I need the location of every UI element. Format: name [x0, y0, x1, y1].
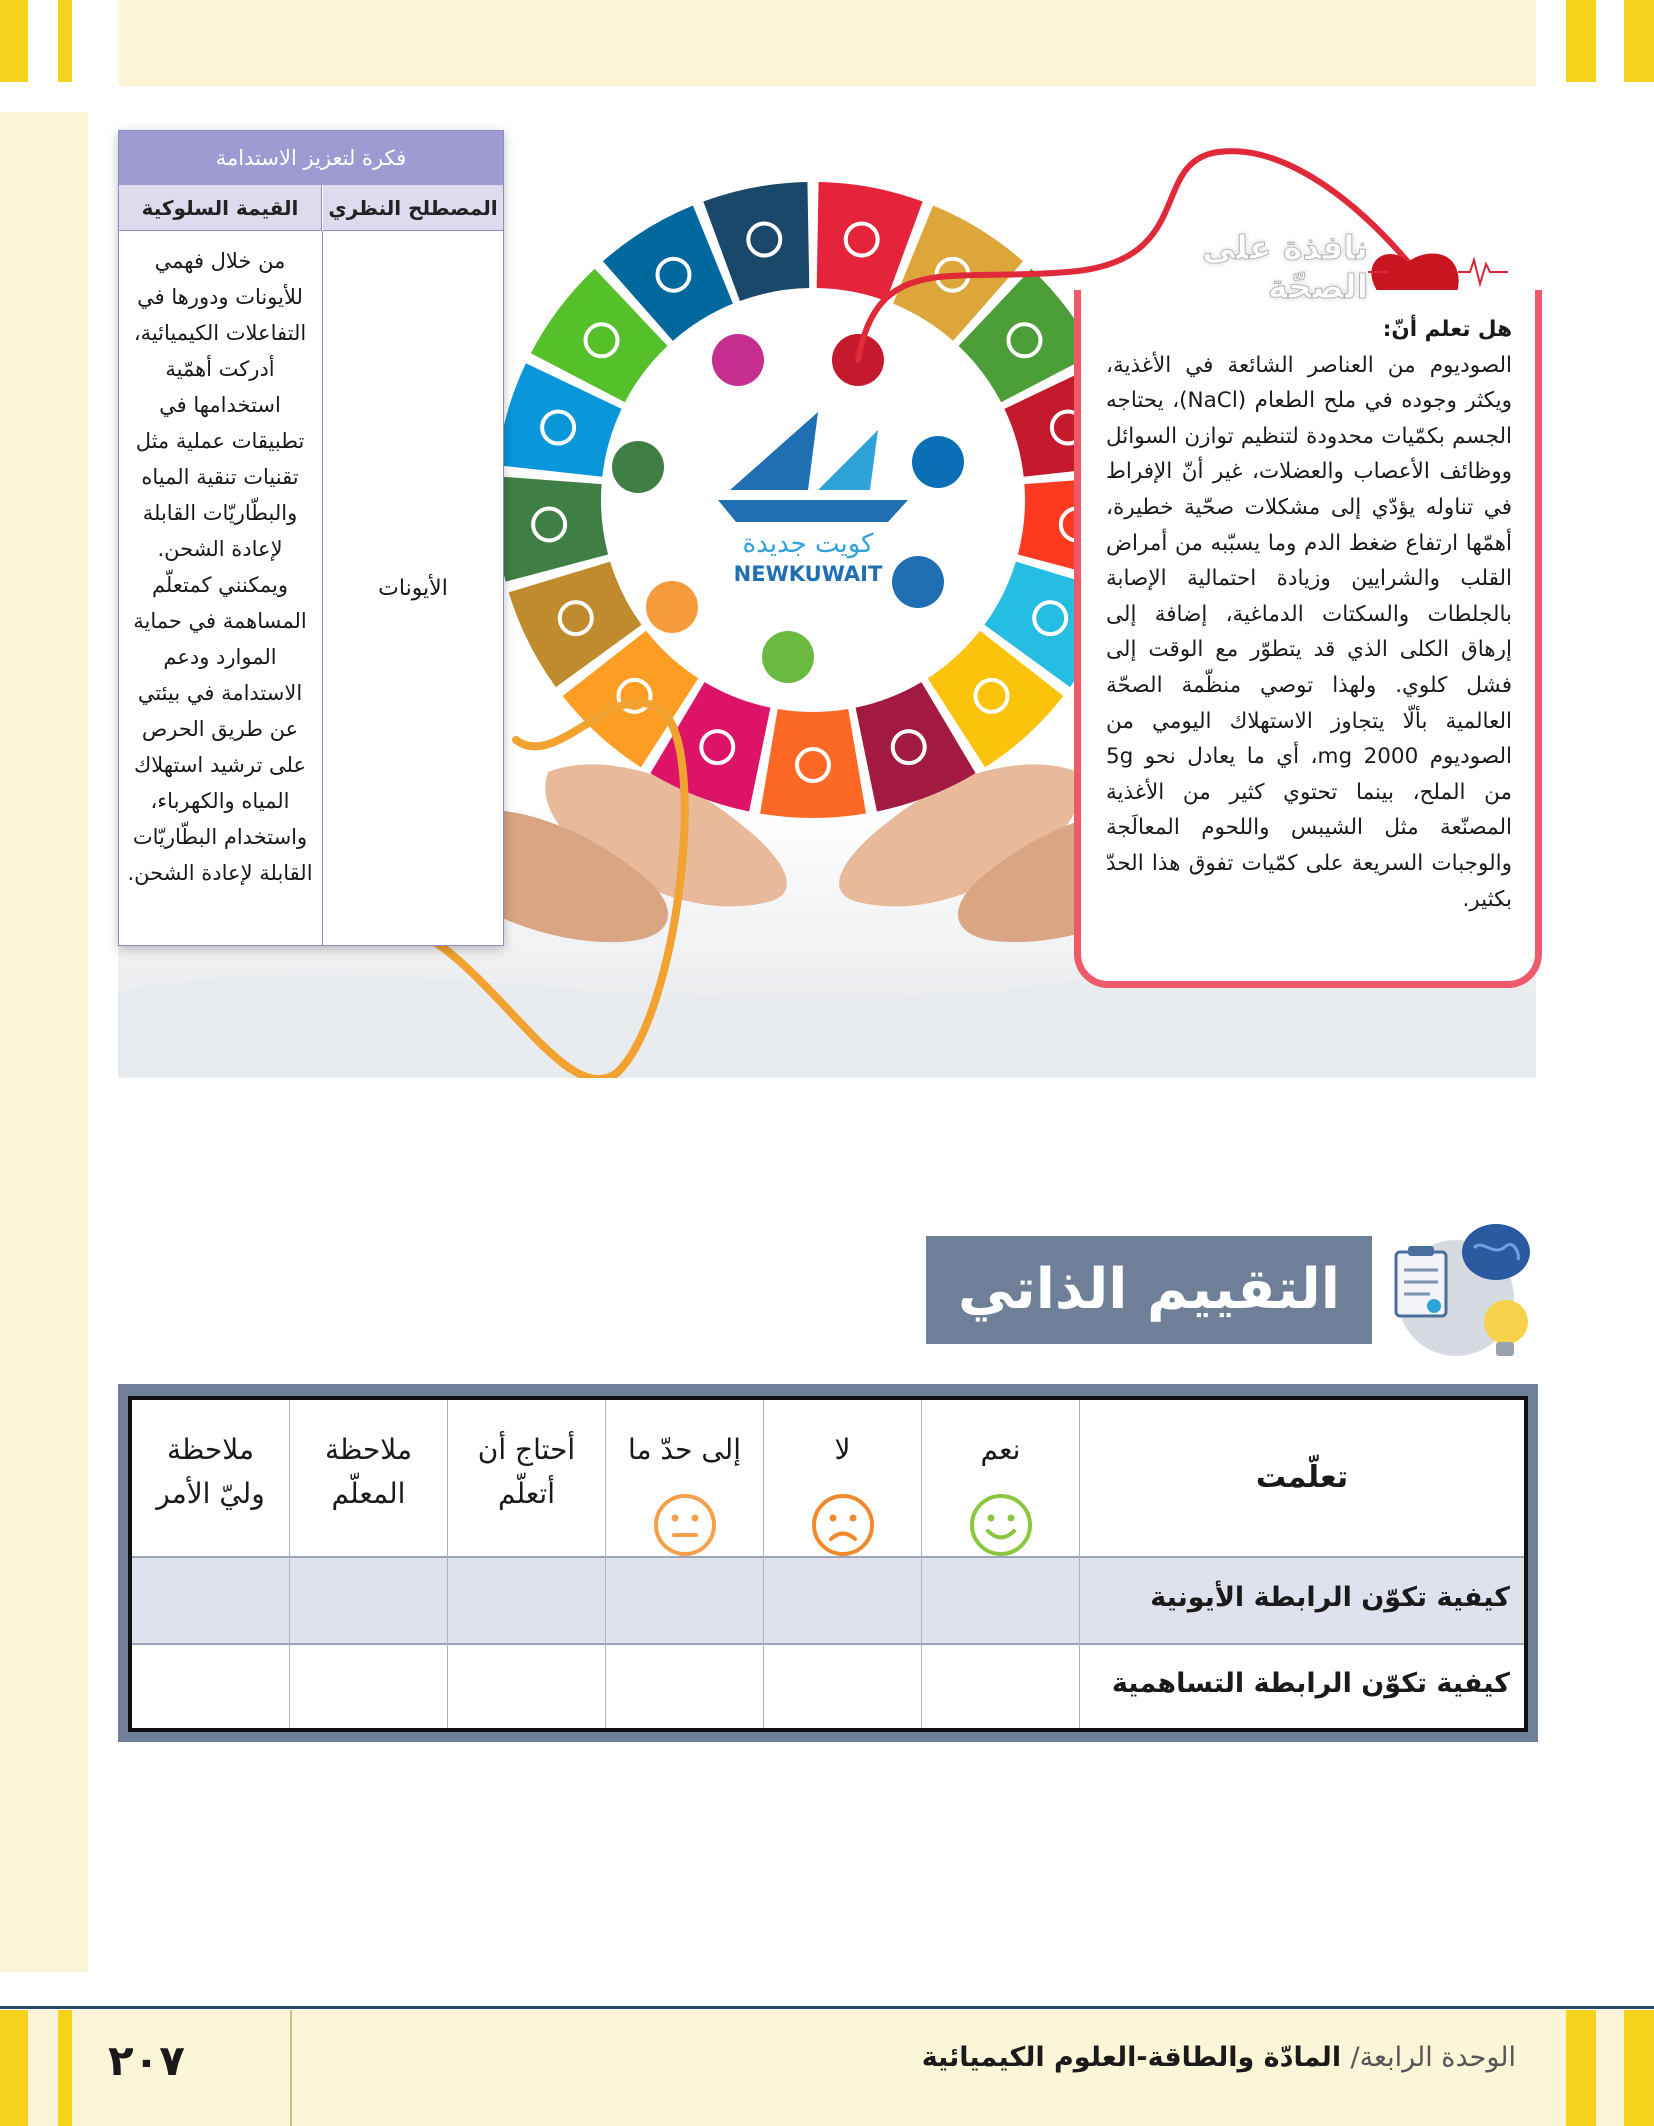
neutral-face-icon [652, 1492, 718, 1558]
assessment-item-ionic-bond: كيفية تكوّن الرابطة الأيونية [1150, 1582, 1510, 1613]
inner-goal-icon [762, 631, 814, 683]
column-header-no [764, 1400, 921, 1556]
header-accent-strip [1624, 0, 1654, 82]
footer-subject: المادّة والطاقة-العلوم الكيميائية [921, 2042, 1351, 2073]
column-header-value: القيمة السلوكية [119, 185, 322, 231]
column-header-yes [922, 1400, 1079, 1556]
happy-face-icon [968, 1492, 1034, 1558]
column-header-need-to-learn [448, 1400, 605, 1556]
somewhat-label: إلى حدّ ما [628, 1433, 741, 1466]
theoretical-term: الأيونات [378, 575, 448, 601]
inner-goal-icon [646, 581, 698, 633]
health-body: الصوديوم من العناصر الشائعة في الأغذية، ويكثر وجوده في ملح الطعام (NaCl)، يحتاجه الجسم بكمّيات محدودة لتنظيم توازن السوائل ووظائف الأعصاب والعضلات، غير أنّ الإفراط في تناوله يؤدّي إلى مشكلات صحّية خطيرة، أهمّها ارتفاع ضغط الدم وما يسبّبه من أمراض القلب والشرايين وزيادة احتمالية الإصابة بالجلطات والسكتات الدماغية، إضافة إلى إرهاق الكلى الذي قد يتطوّر مع الوقت إلى فشل كلوي. ولهذا توصي منظّمة الصحّة العالمية بألّا يتجاوز الاستهلاك اليومي من الصوديوم 2000 mg، أي ما يعادل نحو 5g من الملح، بينما تحتوي كثير من الأغذية المصنّعة مثل الشيبس واللحوم المعالَجة والوجبات السريعة على كمّيات تفوق هذا الحدّ بكثير. [1106, 352, 1512, 912]
footer-unit: الوحدة الرابعة/ [1350, 2042, 1516, 2073]
column-header-somewhat [606, 1400, 763, 1556]
footer-divider [290, 2010, 292, 2126]
self-assessment-heading: التقييم الذاتي [926, 1236, 1372, 1344]
health-window-text [1106, 312, 1512, 917]
header-band [118, 0, 1536, 86]
inner-goal-icon [892, 556, 944, 608]
page-number: ٢٠٧ [108, 2036, 185, 2085]
footer-accent-strip [1624, 2010, 1654, 2126]
no-label: لا [834, 1433, 851, 1466]
self-assessment-table [128, 1396, 1528, 1732]
sdg-goal-segment [760, 709, 866, 818]
health-question: هل تعلم أنّ: [1382, 317, 1512, 342]
footer-accent-strip [1566, 2010, 1596, 2126]
yes-label: نعم [980, 1433, 1021, 1466]
logo-arabic: كويت جديدة [742, 529, 874, 559]
inner-goal-icon [612, 441, 664, 493]
footer-unit-title [922, 2042, 1516, 2073]
footer-accent-strip [0, 2010, 28, 2126]
assessment-item-covalent-bond: كيفية تكوّن الرابطة التساهمية [1111, 1668, 1510, 1699]
sustainability-title: فكرة لتعزيز الاستدامة [119, 131, 503, 185]
inner-goal-icon [712, 334, 764, 386]
inner-goal-icon [912, 436, 964, 488]
teacher-note-label: ملاحظة المعلّم [325, 1433, 412, 1510]
column-header-term: المصطلح النظري [323, 185, 503, 231]
logo-latin: NEWKUWAIT [733, 562, 883, 586]
footer-accent-strip [58, 2010, 72, 2126]
row-divider [132, 1643, 1524, 1645]
header-accent-strip [1566, 0, 1596, 82]
assessment-clipboard-icon [1378, 1218, 1538, 1368]
need-to-learn-label: أحتاج أن أتعلّم [477, 1433, 576, 1510]
header-accent-strip [0, 0, 28, 82]
behavioral-value: من خلال فهمي للأيونات ودورها في التفاعلات الكيميائية، أدركت أهمّية استخدامها في تطبيقات عملية مثل تقنيات تنقية المياه والبطّاريّات القابلة لإعادة الشحن. ويمكنني كمتعلّم المساهمة في حماية الموارد ودعم الاستدامة في بيئتي عن طريق الحرص على ترشيد استهلاك المياه والكهرباء، واستخدام البطّاريّات القابلة لإعادة الشحن. [127, 249, 313, 885]
sdg-goal-segment [495, 476, 608, 581]
column-header-parent-note [132, 1400, 289, 1556]
column-header-teacher-note [290, 1400, 447, 1556]
sad-face-icon [810, 1492, 876, 1558]
footer-rule [0, 2006, 1654, 2009]
column-header-learned: تعلّمت [1255, 1460, 1349, 1495]
sustainability-table [118, 130, 504, 946]
health-window-title: نافذة على الصحّة [1202, 228, 1368, 306]
parent-note-label: ملاحظة وليّ الأمر [156, 1433, 265, 1510]
header-accent-strip [58, 0, 72, 82]
side-margin-band [0, 112, 88, 1972]
